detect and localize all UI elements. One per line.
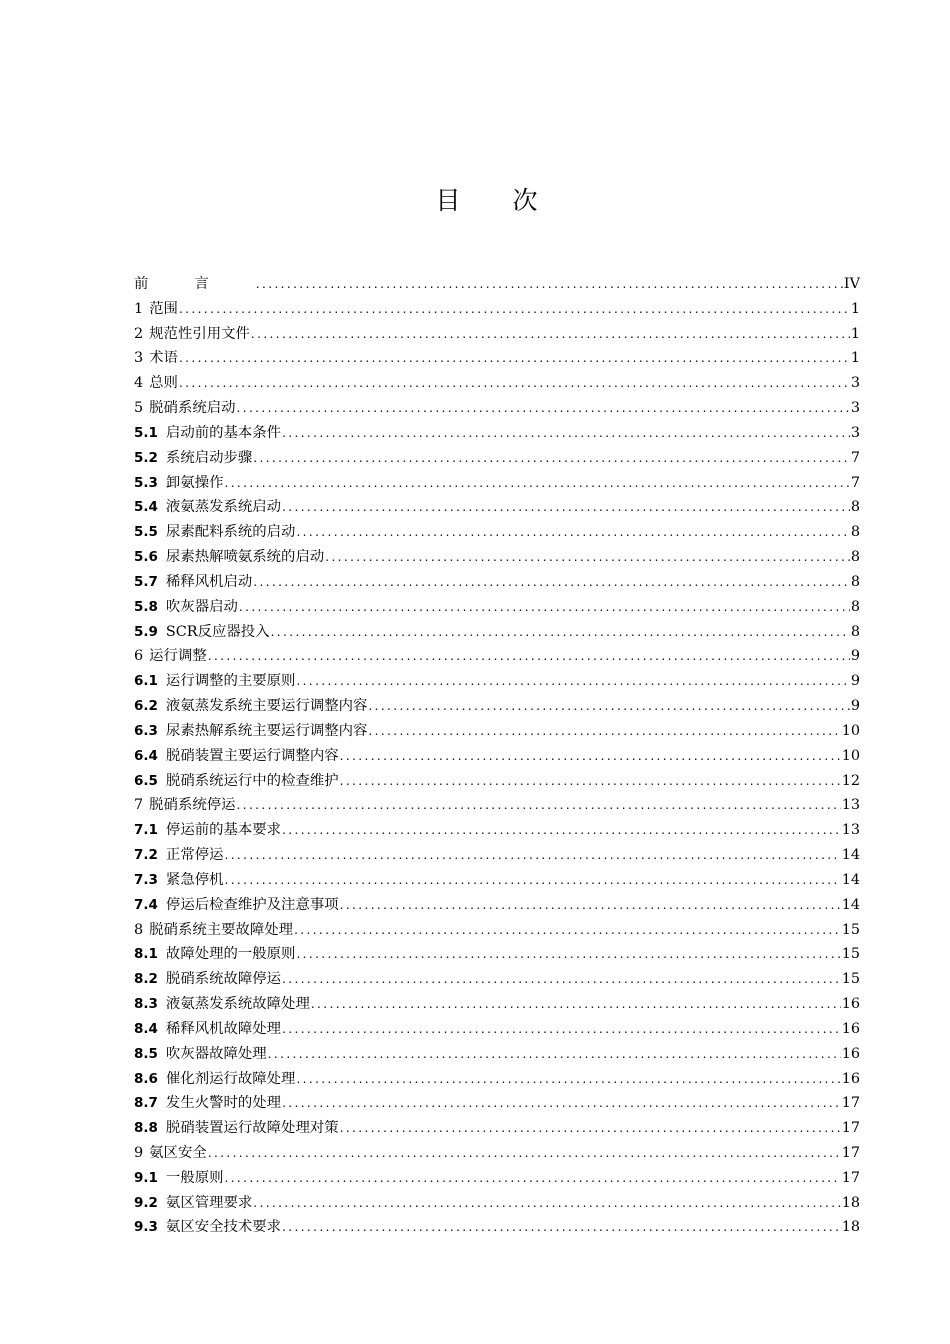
toc-entry-number: 4 bbox=[134, 375, 144, 392]
toc-leader-dots bbox=[237, 396, 850, 421]
toc-entry-page: 8 bbox=[850, 623, 860, 640]
toc-leader-dots bbox=[325, 545, 850, 570]
toc-leader-dots bbox=[179, 371, 850, 396]
toc-entry-page: 8 bbox=[850, 549, 860, 566]
toc-entry[interactable] bbox=[134, 769, 860, 794]
toc-entry-title: 前言 bbox=[134, 276, 255, 292]
toc-entry-page: 8 bbox=[850, 499, 860, 516]
toc-entry-title: 脱硝系统启动 bbox=[149, 400, 236, 417]
toc-entry-title: 尿素配料系统的启动 bbox=[165, 524, 296, 541]
toc-entry-title: 脱硝系统运行中的检查维护 bbox=[165, 772, 339, 789]
toc-entry-page: IV bbox=[843, 276, 860, 292]
toc-entry-page: 14 bbox=[841, 871, 860, 888]
toc-entry-title: 氨区安全技术要求 bbox=[165, 1219, 282, 1236]
toc-leader-dots bbox=[282, 1091, 841, 1116]
toc-entry-title: 液氨蒸发系统故障处理 bbox=[165, 996, 310, 1013]
toc-entry-page: 15 bbox=[841, 946, 860, 963]
toc-entry-page: 18 bbox=[841, 1219, 860, 1236]
toc-entry[interactable] bbox=[134, 371, 860, 396]
toc-entry-page: 1 bbox=[850, 300, 860, 317]
toc-entry-page: 8 bbox=[850, 598, 860, 615]
toc-entry-page: 3 bbox=[850, 424, 860, 441]
toc-entry[interactable] bbox=[134, 421, 860, 446]
toc-entry-page: 16 bbox=[841, 1070, 860, 1087]
toc-entry[interactable] bbox=[134, 346, 860, 371]
toc-entry-title: 吹灰器启动 bbox=[165, 598, 238, 615]
toc-entry-number: 3 bbox=[134, 350, 144, 367]
toc-entry-page: 16 bbox=[841, 1020, 860, 1037]
toc-entry-title: 液氨蒸发系统启动 bbox=[165, 499, 282, 516]
toc-entry-number: 5.1 bbox=[134, 424, 158, 441]
toc-leader-dots bbox=[296, 669, 849, 694]
toc-entry-title: 停运后检查维护及注意事项 bbox=[165, 896, 339, 913]
toc-leader-dots bbox=[340, 1116, 841, 1141]
toc-entry-title: SCR反应器投入 bbox=[165, 623, 270, 640]
toc-leader-dots bbox=[282, 967, 841, 992]
toc-leader-dots bbox=[296, 1067, 840, 1092]
toc-entry[interactable] bbox=[134, 297, 860, 322]
toc-entry-number: 7.1 bbox=[134, 822, 158, 839]
toc-entry[interactable] bbox=[134, 992, 860, 1017]
toc-leader-dots bbox=[340, 744, 841, 769]
toc-entry-page: 9 bbox=[850, 673, 860, 690]
toc-entry-page: 3 bbox=[850, 375, 860, 392]
toc-entry-title: 一般原则 bbox=[165, 1169, 224, 1186]
toc-entry-page: 1 bbox=[850, 350, 860, 367]
toc-leader-dots bbox=[251, 322, 850, 347]
toc-entry[interactable] bbox=[134, 669, 860, 694]
toc-entry-number: 7 bbox=[134, 797, 144, 814]
toc-entry-number: 7.4 bbox=[134, 896, 158, 913]
toc-leader-dots bbox=[256, 272, 843, 297]
toc-leader-dots bbox=[237, 793, 841, 818]
toc-entry-title: 正常停运 bbox=[165, 847, 224, 864]
toc-entry-title: 尿素热解喷氨系统的启动 bbox=[165, 549, 325, 566]
toc-entry-number: 5.2 bbox=[134, 449, 158, 466]
toc-entry-page: 8 bbox=[850, 524, 860, 541]
toc-entry-title: 液氨蒸发系统主要运行调整内容 bbox=[165, 698, 368, 715]
toc-leader-dots bbox=[294, 918, 841, 943]
toc-entry[interactable] bbox=[134, 818, 860, 843]
toc-entry-number: 8.2 bbox=[134, 971, 158, 988]
toc-entry-title: 停运前的基本要求 bbox=[165, 822, 282, 839]
toc-entry[interactable] bbox=[134, 694, 860, 719]
toc-leader-dots bbox=[268, 1042, 841, 1067]
toc-entry-page: 7 bbox=[850, 449, 860, 466]
toc-entry-title: 规范性引用文件 bbox=[149, 325, 250, 342]
toc-entry-title: 故障处理的一般原则 bbox=[165, 946, 296, 963]
toc-entry[interactable] bbox=[134, 1042, 860, 1067]
toc-leader-dots bbox=[208, 644, 850, 669]
toc-entry-title: 催化剂运行故障处理 bbox=[165, 1070, 296, 1087]
toc-entry[interactable] bbox=[134, 1141, 860, 1166]
toc-entry[interactable] bbox=[134, 719, 860, 744]
toc-entry-number: 2 bbox=[134, 325, 144, 342]
toc-entry[interactable] bbox=[134, 868, 860, 893]
toc-entry-number: 8.3 bbox=[134, 996, 158, 1013]
toc-entry-number: 5.6 bbox=[134, 549, 158, 566]
toc-entry[interactable] bbox=[134, 967, 860, 992]
toc-leader-dots bbox=[282, 495, 850, 520]
toc-entry-number: 8.1 bbox=[134, 946, 158, 963]
toc-entry-number: 8.5 bbox=[134, 1045, 158, 1062]
toc-entry-title: 范围 bbox=[149, 300, 178, 317]
toc-entry-page: 9 bbox=[850, 698, 860, 715]
toc-entry-number: 6.2 bbox=[134, 698, 158, 715]
toc-entry-number: 7.3 bbox=[134, 871, 158, 888]
toc-entry-page: 16 bbox=[841, 996, 860, 1013]
toc-entry-page: 15 bbox=[841, 971, 860, 988]
toc-entry-number: 5 bbox=[134, 400, 144, 417]
toc-entry[interactable] bbox=[134, 793, 860, 818]
toc-leader-dots bbox=[340, 893, 841, 918]
toc-leader-dots bbox=[340, 769, 841, 794]
table-of-contents bbox=[134, 272, 860, 1240]
toc-entry-number: 9.1 bbox=[134, 1169, 158, 1186]
toc-entry-page: 10 bbox=[841, 747, 860, 764]
toc-entry-title: 发生火警时的处理 bbox=[165, 1095, 282, 1112]
toc-leader-dots bbox=[253, 570, 850, 595]
toc-leader-dots bbox=[296, 942, 840, 967]
toc-entry-page: 17 bbox=[841, 1144, 860, 1161]
toc-leader-dots bbox=[271, 620, 850, 645]
toc-leader-dots bbox=[368, 694, 849, 719]
toc-entry[interactable] bbox=[134, 495, 860, 520]
toc-leader-dots bbox=[296, 520, 849, 545]
toc-entry[interactable] bbox=[134, 595, 860, 620]
toc-entry[interactable] bbox=[134, 1191, 860, 1216]
toc-entry[interactable] bbox=[134, 1067, 860, 1092]
toc-entry-title: 吹灰器故障处理 bbox=[165, 1045, 267, 1062]
toc-entry-number: 8.7 bbox=[134, 1095, 158, 1112]
toc-entry-number: 5.4 bbox=[134, 499, 158, 516]
toc-leader-dots bbox=[282, 1215, 841, 1240]
toc-leader-dots bbox=[225, 1166, 841, 1191]
toc-entry-title: 启动前的基本条件 bbox=[165, 424, 282, 441]
toc-leader-dots bbox=[253, 446, 850, 471]
toc-entry-number: 5.9 bbox=[134, 623, 158, 640]
toc-leader-dots bbox=[282, 1017, 841, 1042]
toc-entry-page: 17 bbox=[841, 1169, 860, 1186]
toc-entry-page: 14 bbox=[841, 847, 860, 864]
toc-entry-title: 脱硝系统故障停运 bbox=[165, 971, 282, 988]
toc-entry[interactable] bbox=[134, 644, 860, 669]
toc-entry-page: 18 bbox=[841, 1194, 860, 1211]
toc-entry[interactable] bbox=[134, 843, 860, 868]
toc-entry[interactable] bbox=[134, 471, 860, 496]
toc-entry-title: 脱硝装置主要运行调整内容 bbox=[165, 747, 339, 764]
toc-entry[interactable] bbox=[134, 446, 860, 471]
toc-leader-dots bbox=[225, 868, 841, 893]
toc-entry-page: 13 bbox=[841, 822, 860, 839]
toc-entry-title: 氨区安全 bbox=[149, 1144, 207, 1161]
toc-leader-dots bbox=[282, 421, 850, 446]
toc-entry-title: 脱硝系统停运 bbox=[149, 797, 236, 814]
toc-entry-page: 9 bbox=[850, 648, 860, 665]
toc-entry-page: 8 bbox=[850, 573, 860, 590]
toc-leader-dots bbox=[311, 992, 841, 1017]
page-title: 目 次 bbox=[435, 186, 560, 215]
toc-entry-page: 14 bbox=[841, 896, 860, 913]
toc-entry-number: 8.4 bbox=[134, 1020, 158, 1037]
toc-entry[interactable] bbox=[134, 918, 860, 943]
toc-entry-number: 5.7 bbox=[134, 573, 158, 590]
toc-entry-number: 5.3 bbox=[134, 474, 158, 491]
toc-entry[interactable] bbox=[134, 1017, 860, 1042]
toc-entry-number: 6 bbox=[134, 648, 144, 665]
toc-entry-title: 稀释风机启动 bbox=[165, 573, 253, 590]
toc-leader-dots bbox=[368, 719, 840, 744]
toc-entry[interactable] bbox=[134, 1091, 860, 1116]
toc-leader-dots bbox=[239, 595, 850, 620]
toc-entry-number: 6.5 bbox=[134, 772, 158, 789]
toc-entry[interactable] bbox=[134, 893, 860, 918]
toc-entry-page: 1 bbox=[850, 325, 860, 342]
toc-entry-page: 12 bbox=[841, 772, 860, 789]
toc-entry-number: 5.8 bbox=[134, 598, 158, 615]
toc-leader-dots bbox=[208, 1141, 841, 1166]
toc-entry-title: 总则 bbox=[149, 375, 178, 392]
toc-entry-title: 脱硝装置运行故障处理对策 bbox=[165, 1120, 339, 1137]
toc-leader-dots bbox=[225, 843, 841, 868]
toc-entry-page: 13 bbox=[841, 797, 860, 814]
toc-entry-title: 脱硝系统主要故障处理 bbox=[149, 921, 294, 938]
toc-entry-number: 6.1 bbox=[134, 673, 158, 690]
toc-entry[interactable] bbox=[134, 1116, 860, 1141]
toc-entry-title: 卸氨操作 bbox=[165, 474, 224, 491]
toc-entry-title: 氨区管理要求 bbox=[165, 1194, 253, 1211]
toc-entry-page: 10 bbox=[841, 722, 860, 739]
toc-entry[interactable] bbox=[134, 322, 860, 347]
toc-entry[interactable] bbox=[134, 272, 860, 297]
toc-entry-page: 17 bbox=[841, 1095, 860, 1112]
toc-entry-title: 运行调整 bbox=[149, 648, 207, 665]
toc-leader-dots bbox=[225, 471, 850, 496]
toc-leader-dots bbox=[179, 346, 850, 371]
toc-entry[interactable] bbox=[134, 570, 860, 595]
toc-entry-number: 7.2 bbox=[134, 847, 158, 864]
toc-entry-title: 紧急停机 bbox=[165, 871, 224, 888]
toc-entry-page: 17 bbox=[841, 1120, 860, 1137]
toc-entry-title: 尿素热解系统主要运行调整内容 bbox=[165, 722, 368, 739]
toc-entry[interactable] bbox=[134, 1166, 860, 1191]
toc-leader-dots bbox=[179, 297, 850, 322]
toc-entry-title: 系统启动步骤 bbox=[165, 449, 253, 466]
toc-entry-page: 16 bbox=[841, 1045, 860, 1062]
toc-entry-number: 6.4 bbox=[134, 747, 158, 764]
toc-entry[interactable] bbox=[134, 620, 860, 645]
toc-entry-number: 5.5 bbox=[134, 524, 158, 541]
toc-entry-title: 术语 bbox=[149, 350, 178, 367]
toc-entry[interactable] bbox=[134, 545, 860, 570]
toc-entry-number: 8 bbox=[134, 921, 144, 938]
toc-entry[interactable] bbox=[134, 744, 860, 769]
toc-entry-page: 15 bbox=[841, 921, 860, 938]
toc-entry-page: 3 bbox=[850, 400, 860, 417]
toc-entry-number: 8.8 bbox=[134, 1120, 158, 1137]
toc-entry-number: 1 bbox=[134, 300, 144, 317]
toc-entry-number: 9 bbox=[134, 1144, 144, 1161]
toc-leader-dots bbox=[253, 1191, 840, 1216]
toc-entry-number: 8.6 bbox=[134, 1070, 158, 1087]
toc-entry-number: 9.3 bbox=[134, 1219, 158, 1236]
toc-entry-number: 9.2 bbox=[134, 1194, 158, 1211]
toc-entry[interactable] bbox=[134, 396, 860, 421]
toc-leader-dots bbox=[282, 818, 841, 843]
toc-entry-title: 稀释风机故障处理 bbox=[165, 1020, 282, 1037]
toc-entry-page: 7 bbox=[850, 474, 860, 491]
toc-entry[interactable] bbox=[134, 520, 860, 545]
toc-entry[interactable] bbox=[134, 1215, 860, 1240]
toc-entry[interactable] bbox=[134, 942, 860, 967]
toc-entry-number: 6.3 bbox=[134, 722, 158, 739]
toc-entry-title: 运行调整的主要原则 bbox=[165, 673, 296, 690]
